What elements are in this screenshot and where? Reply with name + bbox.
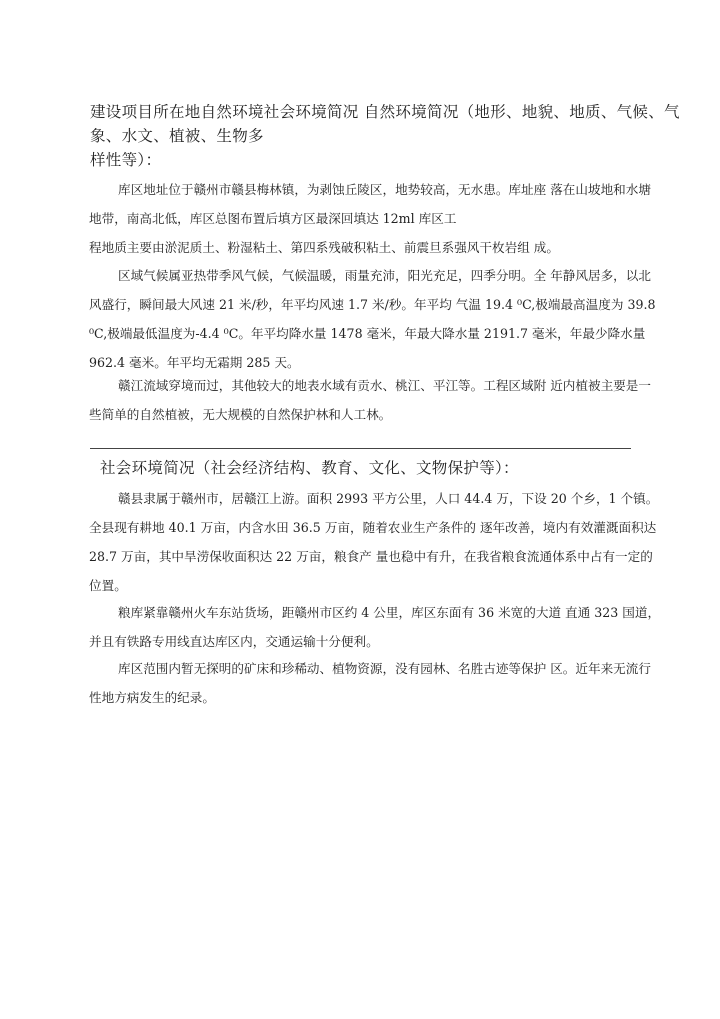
paragraph-line: 赣县隶属于赣州市，居赣江上游。面积 2993 平方公里，人口 44.4 万，下设 20 个乡，1 个镇。 (118, 491, 659, 506)
paragraph-hydrology-vegetation (89, 371, 651, 429)
paragraph-line: 粮库紧靠赣州火车东站货场，距赣州市区约 4 公里，库区东面有 36 米宽的大道 直通 323 国道， (118, 605, 661, 620)
paragraph-resources-health (89, 654, 651, 712)
paragraph-line: 地带，南高北低，库区总图布置后填方区最深回填达 12ml 库区工 (89, 211, 457, 226)
heading-line: 样性等）： (90, 151, 162, 169)
paragraph-line: 库区范围内暂无探明的矿床和珍稀动、植物资源，没有园林、名胜古迹等保护 区。近年来无流行 (118, 661, 651, 676)
paragraph-line: 赣江流域穿境而过，其他较大的地表水域有贡水、桃江、平江等。工程区域附 近内植被主要是一 (118, 378, 651, 393)
paragraph-line: 28.7 万亩，其中旱涝保收面积达 22 万亩，粮食产 量也稳中有升，在我省粮食流通体系中占有一定的 (89, 549, 653, 564)
heading-line: 象、水文、植被、生物多 (90, 127, 264, 145)
section-divider (90, 448, 631, 449)
paragraph-line: 库区地址位于赣州市赣县梅林镇，为剥蚀丘陵区，地势较高，无水患。库址座 落在山坡地和水塘 (118, 182, 651, 197)
paragraph-line: 全县现有耕地 40.1 万亩，内含水田 36.5 万亩，随着农业生产条件的 逐年改善，境内有效灌溉面积达 (89, 520, 657, 535)
section-heading-continuation (90, 148, 638, 172)
section-heading-social-environment (100, 456, 648, 480)
section-heading-natural-environment (90, 100, 680, 148)
paragraph-line: 并且有铁路专用线直达库区内，交通运输十分便利。 (89, 634, 379, 649)
paragraph-economy (89, 484, 659, 600)
paragraph-line: 区域气候属亚热带季风气候，气候温暖，雨量充沛，阳光充足，四季分明。全 年静风居多，以北 (118, 268, 651, 283)
paragraph-line: 位置。 (89, 578, 127, 593)
paragraph-line: 风盛行，瞬间最大风速 21 米/秒，年平均风速 1.7 米/秒。年平均 气温 19.4 ⁰C,极端最高温度为 39.8 (89, 297, 656, 312)
paragraph-line: 程地质主要由淤泥质土、粉湿粘土、第四系残破积粘土、前震旦系强风干枚岩组 成。 (89, 240, 559, 255)
paragraph-line: 些简单的自然植被，无大规模的自然保护林和人工林。 (89, 407, 392, 422)
paragraph-climate (89, 261, 656, 377)
paragraph-line: 性地方病发生的纪录。 (89, 690, 215, 705)
paragraph-geology (89, 175, 651, 262)
paragraph-line: 962.4 毫米。年平均无霜期 285 天。 (89, 355, 300, 370)
heading-line: 社会环境简况（社会经济结构、教育、文化、文物保护等）： (100, 459, 519, 477)
paragraph-line: ⁰C,极端最低温度为-4.4 ⁰C。年平均降水量 1478 毫米，年最大降水量 2191.7 毫米，年最少降水量 (89, 326, 646, 341)
paragraph-transport (89, 598, 661, 656)
heading-line: 建设项目所在地自然环境社会环境简况 自然环境简况（地形、地貌、地质、气候、气 (90, 103, 680, 121)
